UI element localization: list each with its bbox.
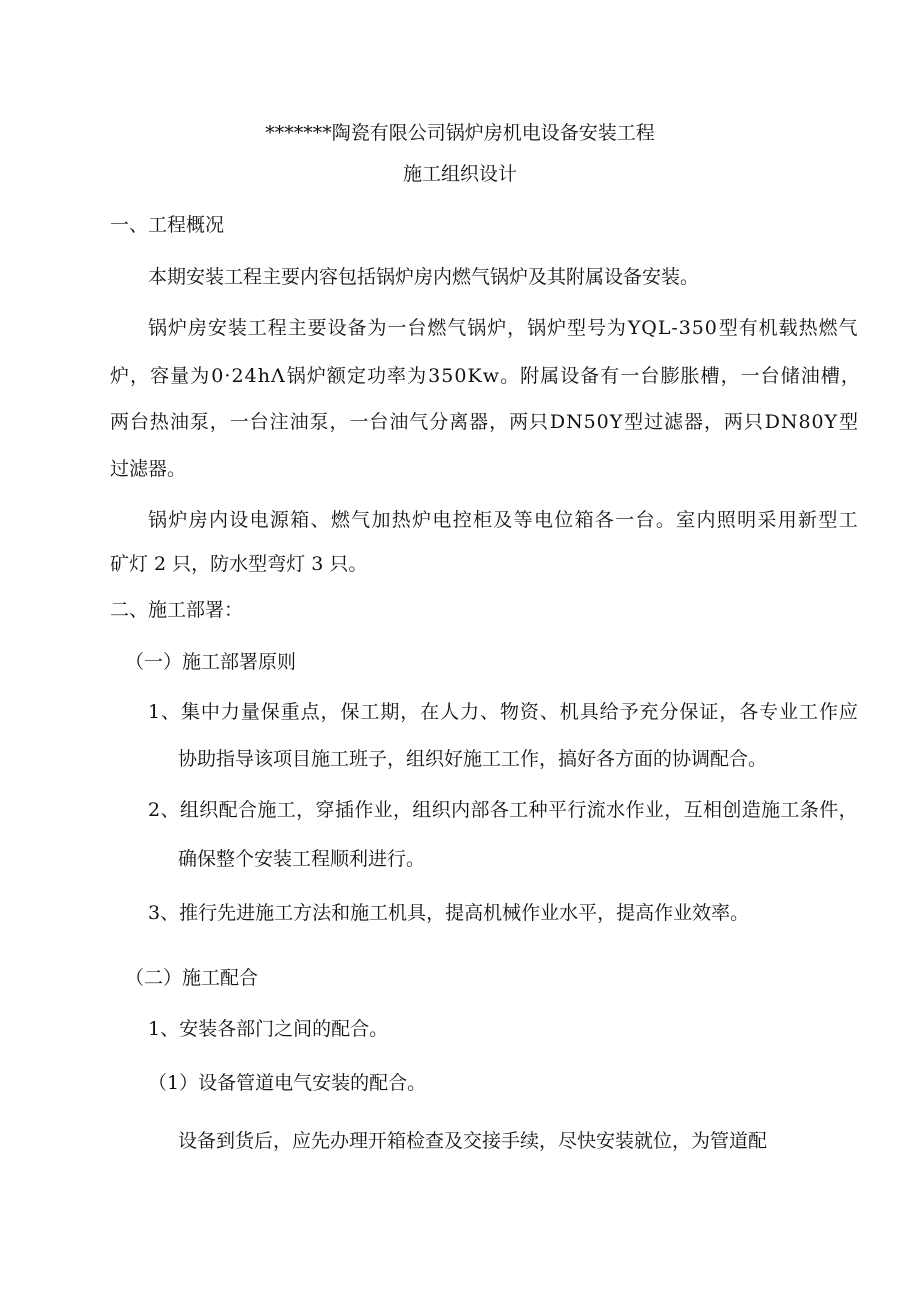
paragraph-equipment-line4: 过滤器。 — [110, 458, 187, 480]
coordination-item-1: 1、安装各部门之间的配合。 — [148, 1018, 389, 1040]
paragraph-equipment-line2: 炉 ， 容 量 为 0 · 2 4 h Λ 锅 炉 额 定 功 率 为 3 5 0 K w 。 附 属 设 备 有 一 台 膨 胀 槽 ， 一 台 储 油 槽 ， — [110, 365, 860, 387]
paragraph-scope: 本期安装工程主要内容包括锅炉房内燃气锅炉及其附属设备安装。 — [148, 266, 700, 288]
principle-item-1-line1: 1 、 集 中 力 量 保 重 点 ， 保 工 期 ， 在 人 力 、 物 资 、 机 具 给 予 充 分 保 证 ， 各 专 业 工 作 应 — [148, 701, 858, 723]
principle-item-2-line1: 2 、 组 织 配 合 施 工 ， 穿 插 作 业 ， 组 织 内 部 各 工 种 平 行 流 水 作 业 ， 互 相 创 造 施 工 条 件 ， — [148, 799, 858, 821]
principle-item-1-line2: 协助指导该项目施工班子，组织好施工工作，搞好各方面的协调配合。 — [178, 748, 768, 770]
coordination-paragraph: 设备到货后，应先办理开箱检查及交接手续，尽快安装就位，为管道配 — [178, 1130, 768, 1152]
paragraph-equipment-line1: 锅 炉 房 安 装 工 程 主 要 设 备 为 一 台 燃 气 锅 炉 ， 锅 炉 型 号 为 Y Q L - 3 5 0 型 有 机 载 热 燃 气 — [148, 317, 858, 339]
paragraph-equipment-line3: 两 台 热 油 泵 ， 一 台 注 油 泵 ， 一 台 油 气 分 离 器 ， 两 只 D N 5 0 Y 型 过 滤 器 ， 两 只 D N 8 0 Y 型 — [110, 411, 858, 433]
subsection-heading-coordination: （二）施工配合 — [125, 967, 259, 989]
document-subtitle: 施工组织设计 — [402, 163, 517, 185]
section-heading-overview: 一、工程概况 — [110, 214, 225, 236]
document-title: *******陶瓷有限公司锅炉房机电设备安装工程 — [265, 122, 655, 144]
paragraph-electrical-line2: 矿灯 2 只，防水型弯灯 3 只。 — [110, 553, 368, 575]
paragraph-electrical-line1: 锅 炉 房 内 设 电 源 箱 、 燃 气 加 热 炉 电 控 柜 及 等 电 位 箱 各 一 台 。 室 内 照 明 采 用 新 型 工 — [148, 509, 858, 531]
coordination-item-1-1: （1）设备管道电气安装的配合。 — [148, 1072, 427, 1094]
section-heading-deployment: 二、施工部署： — [110, 599, 244, 621]
principle-item-3: 3、推行先进施工方法和施工机具，提高机械作业水平，提高作业效率。 — [148, 902, 750, 924]
subsection-heading-principles: （一）施工部署原则 — [125, 651, 297, 673]
principle-item-2-line2: 确保整个安装工程顺利进行。 — [178, 848, 426, 870]
